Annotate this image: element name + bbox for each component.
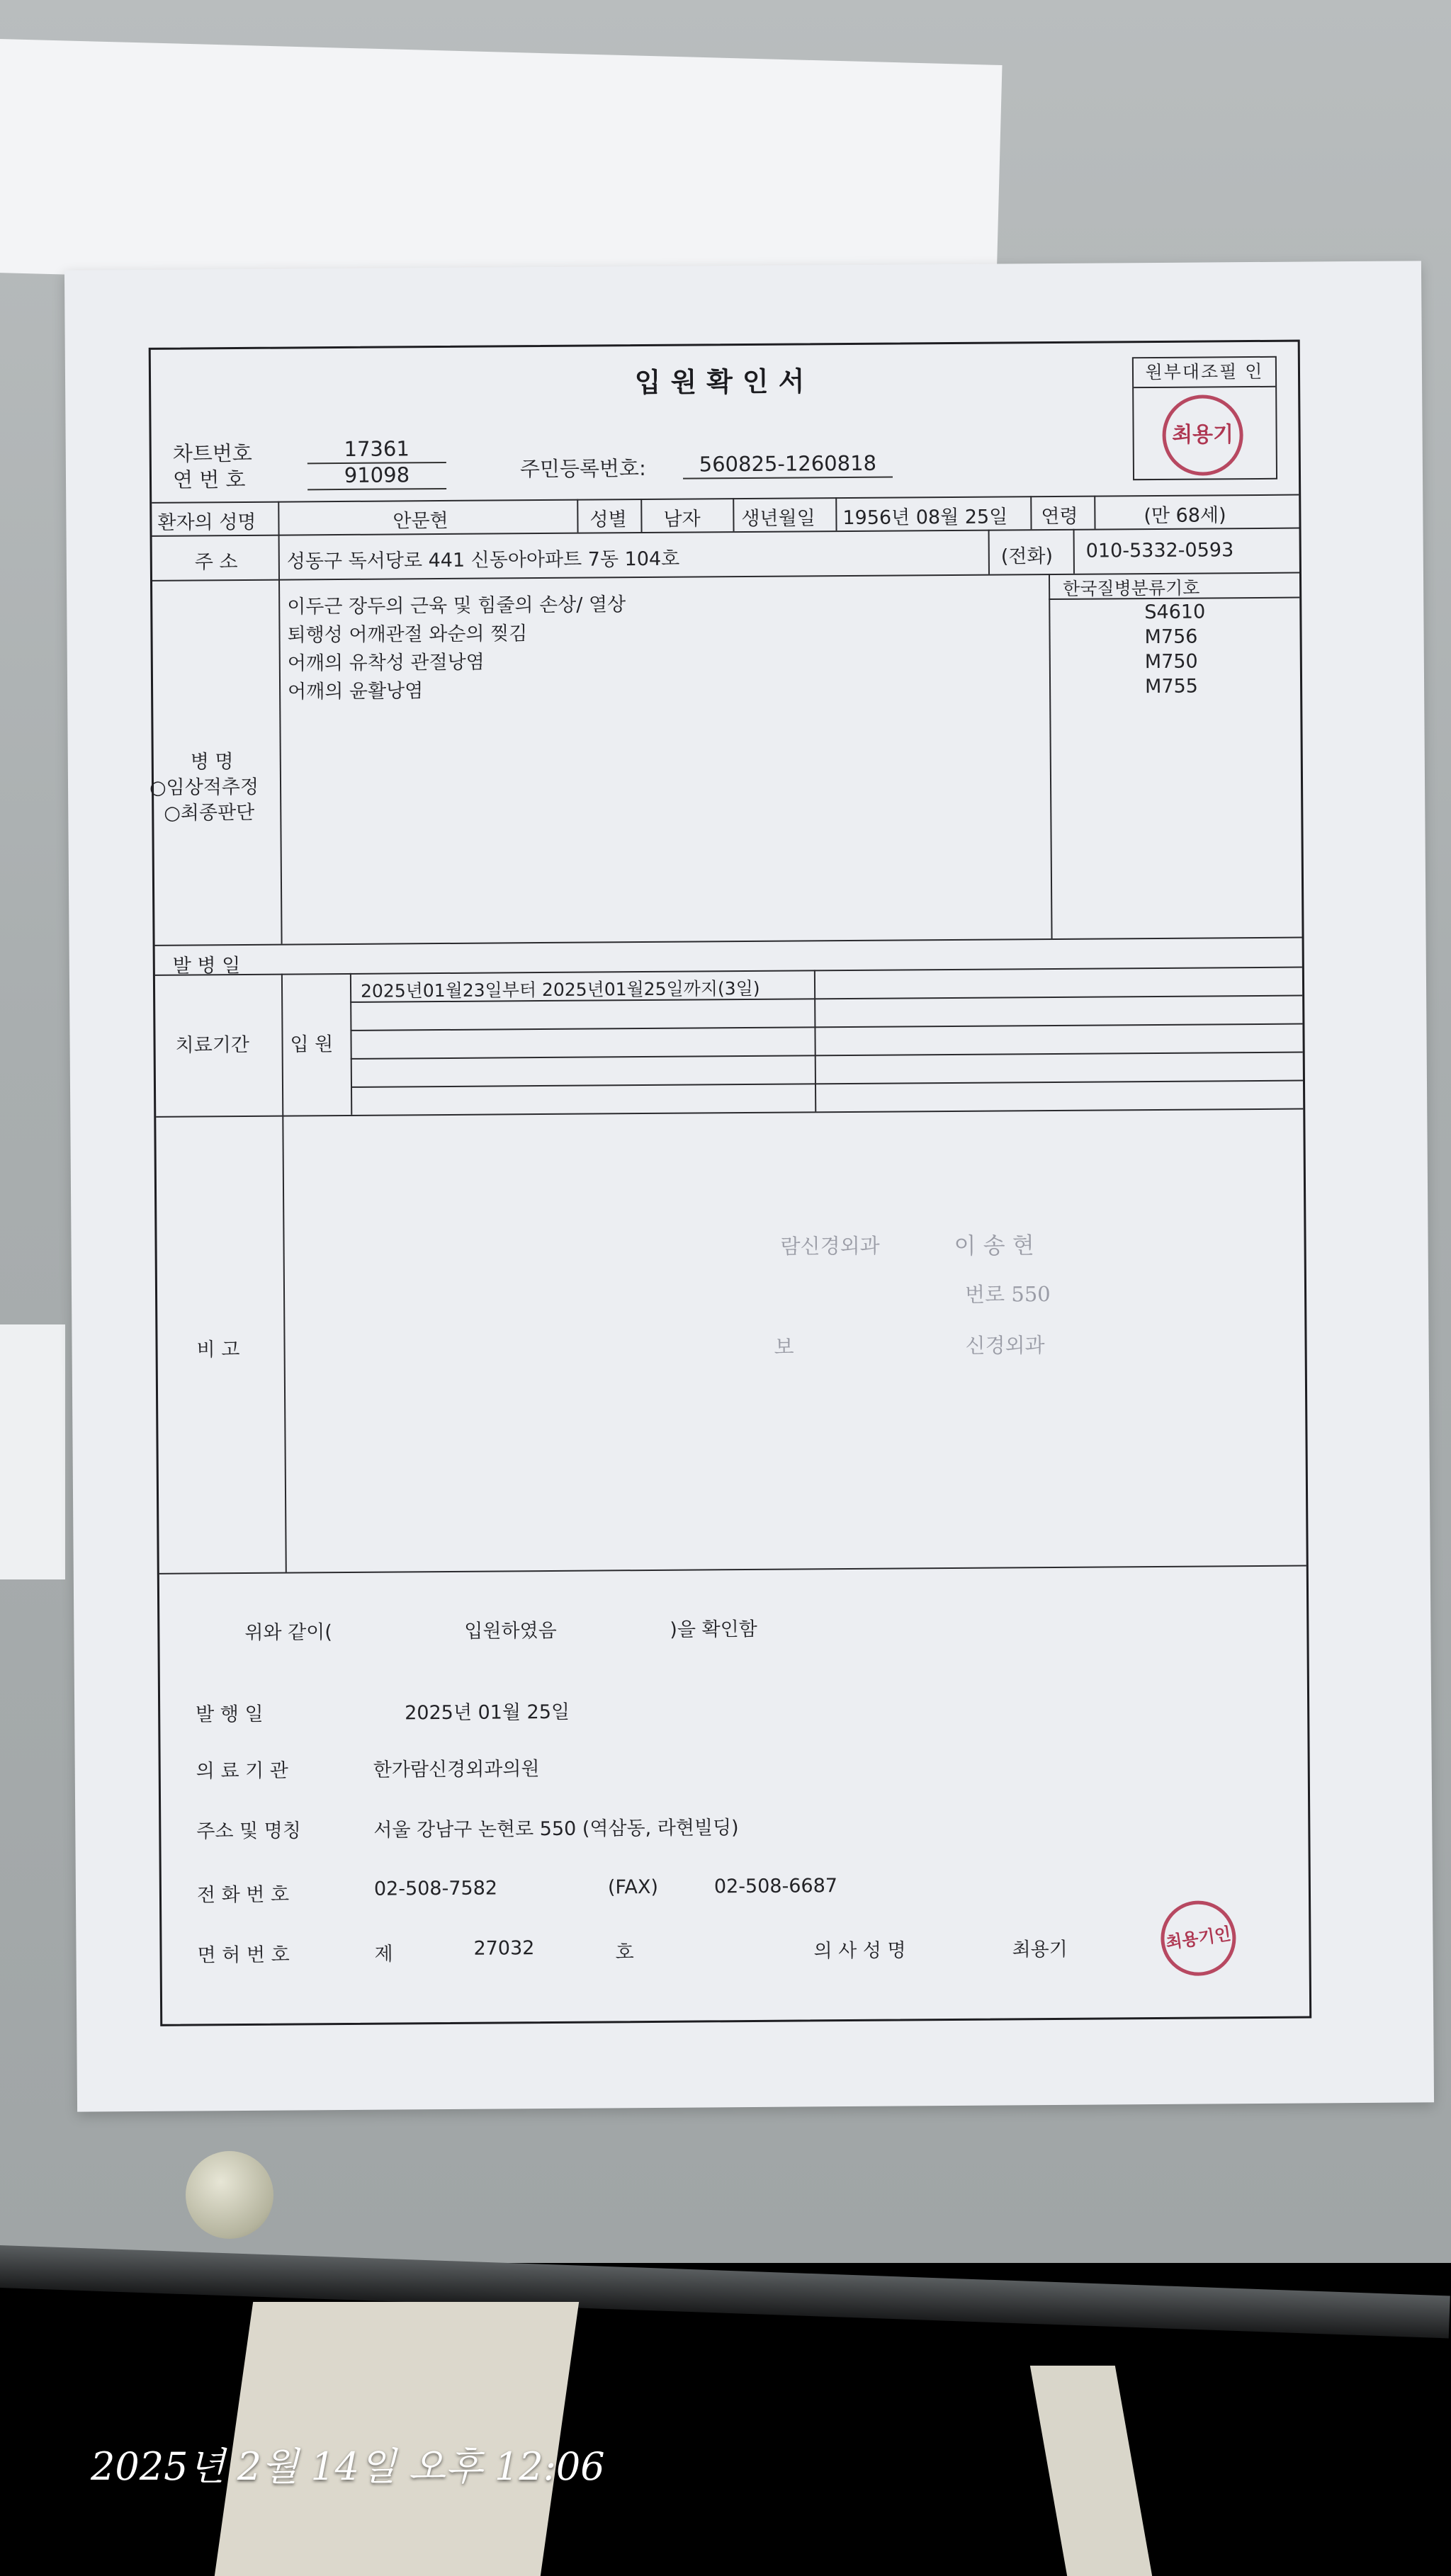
license-number: 27032: [473, 1937, 535, 1960]
institution-name: 한가람신경외과의원: [373, 1758, 540, 1781]
issue-date: 2025년 01월 25일: [405, 1701, 570, 1725]
treatment-label: 치료기간: [175, 1033, 250, 1057]
verification-stamp-text: 최용기: [1172, 422, 1234, 448]
reg-no-label: 연 번 호: [172, 467, 246, 492]
diagnosis-code: S4610: [1144, 601, 1206, 624]
faded-text: 신경외과: [965, 1333, 1045, 1358]
license-label: 면 허 번 호: [197, 1944, 290, 1967]
tel-label: 전 화 번 호: [196, 1883, 290, 1907]
photo-timestamp: 2025년 2월 14일 오후 12:06: [91, 2444, 605, 2489]
issue-date-label: 발 행 일: [196, 1703, 264, 1726]
remarks-label: 비 고: [196, 1339, 240, 1361]
institution-label: 의 료 기 관: [196, 1759, 288, 1783]
tel-value: 02-508-7582: [373, 1877, 498, 1900]
diagnosis-item: 어깨의 윤활낭염: [288, 680, 424, 703]
age-label: 연령: [1041, 505, 1078, 528]
sex-label: 성별: [589, 509, 627, 531]
chart-no-value: 17361: [307, 436, 446, 464]
doctor-name: 최용기: [1012, 1938, 1068, 1961]
faded-text: 이 송 현: [954, 1232, 1034, 1259]
sex-value: 남자: [663, 508, 701, 530]
seal-header: 원부대조필 인: [1134, 358, 1275, 388]
chart-no-label: 차트번호: [172, 441, 252, 466]
admission-certificate: [64, 261, 1434, 2111]
patient-name-label: 환자의 성명: [157, 511, 256, 534]
admission-period: 2025년01월23일부터 2025년01월25일까지(3일): [360, 977, 760, 1002]
resident-no-label: 주민등록번호:: [519, 455, 646, 482]
confirm-suffix: )을 확인함: [670, 1618, 757, 1641]
dob-label: 생년월일: [741, 507, 815, 530]
confirm-prefix: 위와 같이(: [244, 1621, 332, 1644]
age-value: (만 68세): [1144, 504, 1226, 528]
address-label: 주 소: [194, 551, 238, 574]
faded-text: 번로 550: [964, 1282, 1051, 1307]
document-title: 입원확인서: [634, 365, 815, 399]
confirm-middle: 입원하였음: [464, 1619, 557, 1642]
background-paper: [0, 39, 1003, 299]
faded-text: 람신경외과: [780, 1233, 880, 1259]
reg-no-value: 91098: [307, 463, 446, 490]
resident-no-value: 560825-1260818: [683, 451, 893, 480]
diagnosis-item: 퇴행성 어깨관절 와순의 찢김: [287, 623, 528, 647]
dob-value: 1956년 08월 25일: [842, 506, 1008, 530]
faded-text: 보: [774, 1334, 794, 1359]
onset-label: 발 병 일: [172, 955, 241, 977]
diagnosis-label: 병 명: [190, 751, 234, 773]
fax-value: 02-508-6687: [713, 1875, 838, 1898]
diagnosis-item: 이두근 장두의 근육 및 힘줄의 손상/ 열상: [287, 594, 626, 618]
license-suffix: 호: [615, 1941, 634, 1964]
license-prefix: 제: [374, 1943, 393, 1965]
patient-name: 안문현: [393, 509, 448, 533]
doctor-label: 의 사 성 명: [813, 1939, 906, 1963]
verification-stamp-icon: [1162, 395, 1243, 476]
address-value: 성동구 독서당로 441 신동아아파트 7동 104호: [286, 547, 680, 573]
diagnosis-item: 어깨의 유착성 관절낭염: [287, 651, 485, 675]
inst-address: 서울 강남구 논현로 550 (역삼동, 라현빌딩): [373, 1817, 739, 1842]
fax-label: (FAX): [607, 1876, 659, 1899]
diagnosis-code: M756: [1144, 625, 1198, 649]
doctor-stamp-text: 최용기인: [1164, 1922, 1233, 1953]
coin-object: [186, 2151, 273, 2239]
diagnosis-option-final: ○최종판단: [164, 801, 255, 824]
inst-address-label: 주소 및 명칭: [196, 1820, 302, 1843]
code-header: 한국질병분류기호: [1063, 577, 1200, 599]
phone-label: (전화): [1000, 545, 1054, 568]
document-frame: [149, 340, 1312, 2026]
diagnosis-option-clinical: ○임상적추정: [149, 776, 259, 799]
verification-seal-box: [1132, 356, 1277, 480]
diagnosis-code: M750: [1144, 650, 1198, 674]
diagnosis-code: M755: [1144, 675, 1199, 698]
doctor-stamp-icon: [1156, 1895, 1241, 1980]
admission-label: 입 원: [290, 1033, 334, 1056]
phone-value: 010-5332-0593: [1085, 539, 1234, 562]
light-glare: [0, 1324, 65, 1579]
